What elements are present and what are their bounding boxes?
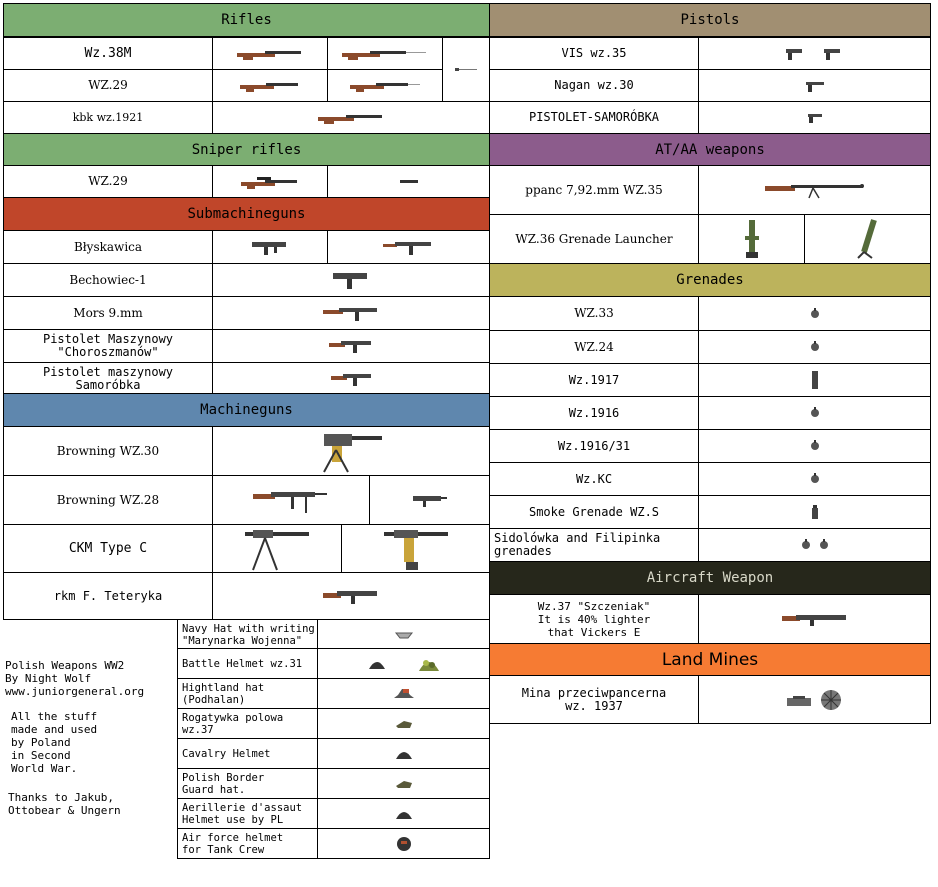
cap-icon — [394, 718, 414, 730]
pistol-row-name: Nagan wz.30 — [489, 69, 699, 102]
smg-title: Submachineguns — [187, 206, 306, 222]
helmet-icon — [317, 738, 490, 769]
smg-icon — [212, 230, 328, 264]
grenade-row-name: Sidolówka and Filipinka grenades — [489, 528, 699, 562]
grenade-launcher-icon — [698, 214, 805, 264]
landmine-icon — [698, 675, 931, 724]
hat-row-name: Navy Hat with writing "Marynarka Wojenna" — [177, 619, 318, 650]
at-aa-title: AT/AA weapons — [655, 141, 765, 158]
bayonet-icon — [442, 37, 490, 102]
hat-row-name: Hightland hat (Podhalan) — [177, 678, 318, 709]
grenade-icon — [800, 539, 812, 551]
smg-row-name: Mors 9.mm — [3, 296, 213, 330]
rifle-icon — [212, 101, 490, 134]
mg-row-name: rkm F. Teteryka — [3, 572, 213, 620]
cap-icon — [317, 708, 490, 739]
pistols-title: Pistols — [680, 12, 740, 28]
credits-note: All the stuff made and used by Poland in Second World War. — [11, 710, 98, 775]
highland-hat-icon — [392, 687, 416, 701]
landmines-title: Land Mines — [661, 649, 759, 670]
aircraft-title: Aircraft Weapon — [646, 570, 774, 586]
credits-title: Polish Weapons WW2 By Night Wolf www.juniorgeneral.org — [5, 659, 145, 698]
smg-icon — [212, 329, 490, 363]
grenade-icon — [698, 396, 931, 430]
smg-icon — [212, 296, 490, 330]
landmine-row-name: Mina przeciwpancerna wz. 1937 — [489, 675, 699, 724]
pistol-icon — [698, 101, 931, 134]
grenade-row-name: Wz.KC — [489, 462, 699, 496]
smg-header — [3, 197, 490, 231]
machineguns-header — [3, 393, 490, 427]
grenades-header — [489, 263, 931, 297]
grenade-row-name: Wz.1916 — [489, 396, 699, 430]
helmet-icon — [367, 657, 387, 671]
aircraft-row-name: Wz.37 "Szczeniak" It is 40% lighter that Vickers E — [489, 594, 699, 644]
grenade-icon — [698, 330, 931, 364]
helmet-icon — [317, 798, 490, 829]
pistols-header — [489, 3, 931, 37]
sniper-header — [3, 133, 490, 166]
smoke-grenade-icon — [698, 495, 931, 529]
smoke-grenade-icon — [810, 504, 820, 520]
rifle-icon — [327, 69, 443, 102]
tripod-mg-icon — [212, 524, 342, 573]
hat-row-name: Aerillerie d'assaut Helmet use by PL — [177, 798, 318, 829]
grenade-icon — [809, 341, 821, 353]
mg-icon — [369, 475, 490, 525]
mg-row-name: Browning WZ.30 — [3, 426, 213, 476]
rifles-header — [3, 3, 490, 37]
helmet-icon — [394, 747, 414, 761]
at-row-name: WZ.36 Grenade Launcher — [489, 214, 699, 264]
at-aa-header — [489, 133, 931, 166]
stick-grenade-icon — [810, 369, 820, 391]
grenade-icon — [698, 296, 931, 331]
grenade-icon — [809, 473, 821, 485]
hat-row-name: Battle Helmet wz.31 — [177, 648, 318, 679]
landmines-header — [489, 643, 931, 676]
smg-icon — [212, 362, 490, 395]
camo-helmet-icon — [417, 655, 441, 673]
tripod-mg-icon — [341, 524, 490, 573]
grenade-row-name: Wz.1916/31 — [489, 429, 699, 463]
grenade-row-name: Wz.1917 — [489, 363, 699, 397]
highland-hat-icon — [317, 678, 490, 709]
credits-thanks: Thanks to Jakub, Ottobear & Ungern — [8, 791, 121, 817]
smg-row-name: Bechowiec-1 — [3, 263, 213, 297]
mg-row-name: Browning WZ.28 — [3, 475, 213, 525]
grenade-icon — [809, 407, 821, 419]
cap-icon — [394, 778, 414, 790]
grenade-icon — [698, 429, 931, 463]
aircraft-header — [489, 561, 931, 595]
grenade-icon — [809, 308, 821, 320]
sniper-rifle-icon — [212, 165, 328, 198]
grenade-icon — [698, 462, 931, 496]
lmg-icon — [212, 475, 370, 525]
grenade-icon — [809, 440, 821, 452]
grenade-icon — [698, 528, 931, 562]
grenade-row-name: WZ.24 — [489, 330, 699, 364]
rifles-title: Rifles — [221, 12, 272, 28]
grenade-launcher-icon — [804, 214, 931, 264]
grenade-row-name: WZ.33 — [489, 296, 699, 331]
mg-row-name: CKM Type C — [3, 524, 213, 573]
pistol-row-name: PISTOLET-SAMORÓBKA — [489, 101, 699, 134]
hat-row-name: Air force helmet for Tank Crew — [177, 828, 318, 859]
at-rifle-icon — [698, 165, 931, 215]
helmet-icon — [394, 807, 414, 821]
cap-icon — [317, 768, 490, 799]
sniper-row-name: WZ.29 — [3, 165, 213, 198]
rifle-icon — [212, 37, 328, 70]
hat-row-name: Polish Border Guard hat. — [177, 768, 318, 799]
machineguns-title: Machineguns — [200, 402, 293, 418]
hat-row-name: Cavalry Helmet — [177, 738, 318, 769]
sniper-title: Sniper rifles — [191, 141, 302, 158]
rifle-icon — [212, 69, 328, 102]
heavy-mg-icon — [212, 426, 490, 476]
grenade-row-name: Smoke Grenade WZ.S — [489, 495, 699, 529]
rifle-row-name: Wz.38M — [3, 37, 213, 70]
navy-hat-icon — [317, 619, 490, 650]
smg-row-name: Pistolet Maszynowy "Choroszmanów" — [3, 329, 213, 363]
smg-row-name: Błyskawica — [3, 230, 213, 264]
grenades-title: Grenades — [676, 272, 744, 288]
helmet-icon — [317, 648, 490, 679]
rifle-row-name: WZ.29 — [3, 69, 213, 102]
lmg-icon — [212, 572, 490, 620]
revolver-icon — [698, 69, 931, 102]
stick-grenade-icon — [698, 363, 931, 397]
aircraft-mg-icon — [698, 594, 931, 644]
tank-helmet-icon — [394, 835, 414, 853]
smg-icon — [212, 263, 490, 297]
rifle-icon — [327, 37, 443, 70]
rifle-row-name: kbk wz.1921 — [3, 101, 213, 134]
at-row-name: ppanc 7,92.mm WZ.35 — [489, 165, 699, 215]
grenade-icon — [818, 539, 830, 551]
pistol-row-name: VIS wz.35 — [489, 37, 699, 70]
tank-helmet-icon — [317, 828, 490, 859]
smg-icon — [327, 230, 490, 264]
scope-icon — [327, 165, 490, 198]
pistol-icon — [698, 37, 931, 70]
smg-row-name: Pistolet maszynowy Samoróbka — [3, 362, 213, 395]
navy-hat-icon — [394, 630, 414, 640]
hat-row-name: Rogatywka polowa wz.37 — [177, 708, 318, 739]
